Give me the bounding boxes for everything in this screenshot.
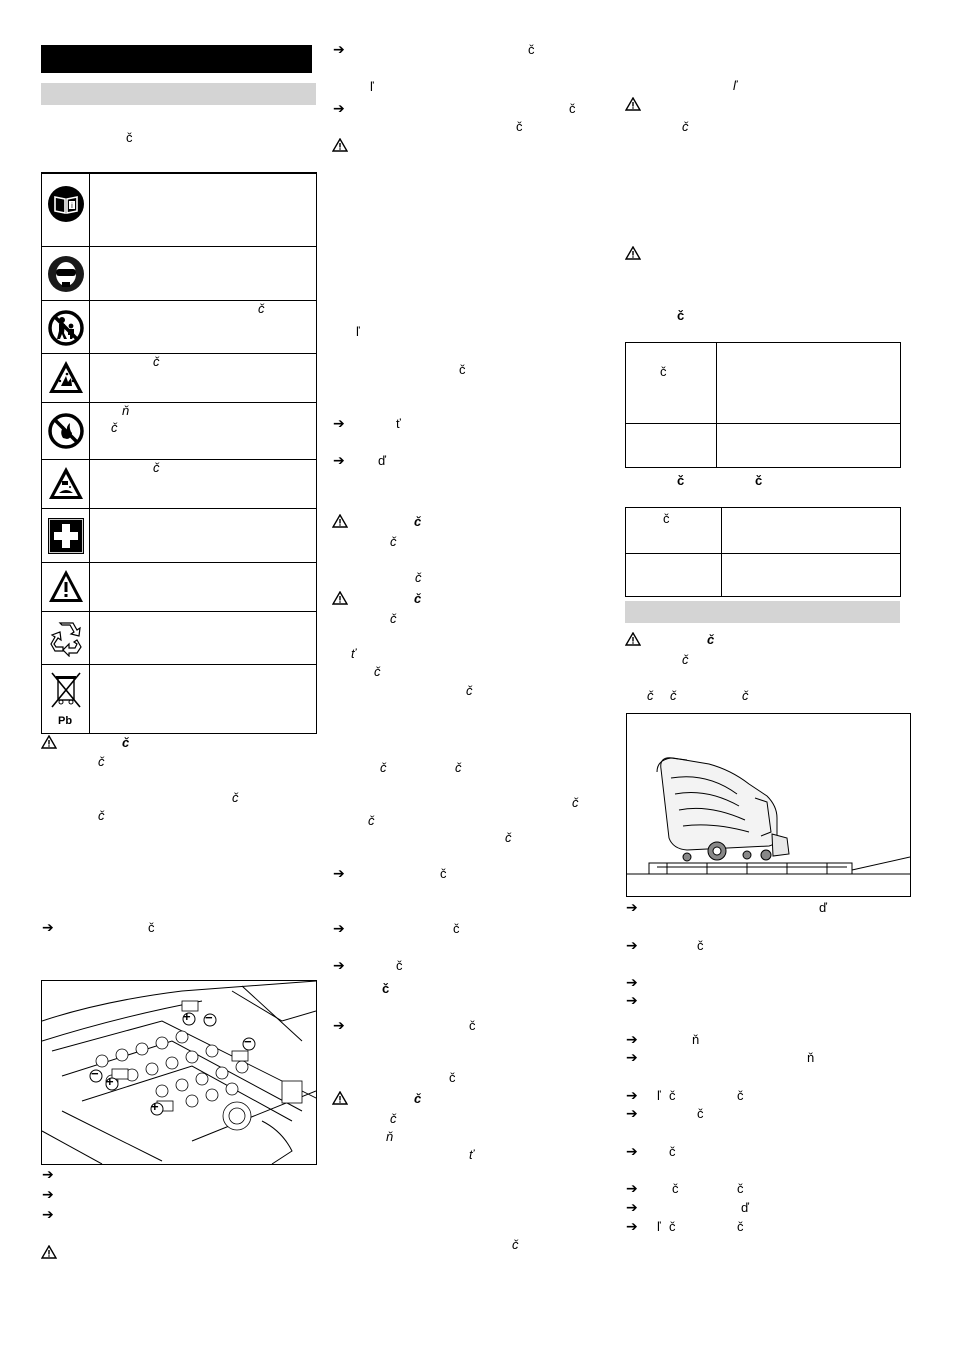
text-fragment: č <box>390 534 397 549</box>
text-fragment: č <box>98 808 105 823</box>
specification-table <box>625 342 901 468</box>
text-fragment: č <box>415 570 422 585</box>
text-fragment: ť <box>469 1147 474 1162</box>
text-fragment: č <box>647 688 654 703</box>
text-fragment: č <box>697 1106 704 1121</box>
text-fragment: č <box>707 632 715 647</box>
table-row <box>42 300 316 354</box>
arrow-bullet: ➔ <box>42 1166 54 1182</box>
text-fragment: č <box>742 688 749 703</box>
warning-icon <box>332 138 348 152</box>
explosion-hazard-icon <box>47 359 85 397</box>
text-fragment: ď <box>741 1200 749 1215</box>
text-fragment: č <box>455 760 462 775</box>
arrow-bullet: ➔ <box>626 992 638 1008</box>
text-fragment: č <box>453 921 460 936</box>
text-fragment: č <box>380 760 387 775</box>
arrow-bullet: ➔ <box>333 957 345 973</box>
specification-table <box>625 507 901 597</box>
section-heading-bar <box>625 601 900 623</box>
arrow-bullet: ➔ <box>626 937 638 953</box>
text-fragment: č <box>374 664 381 679</box>
general-warning-icon <box>47 568 85 606</box>
text-fragment: č <box>663 511 670 526</box>
table-row <box>42 173 316 247</box>
text-fragment: č <box>669 1219 676 1234</box>
recycling-icon <box>47 619 85 657</box>
battery-illustration <box>42 981 316 1164</box>
text-fragment: č <box>682 652 689 667</box>
text-fragment: č <box>737 1219 744 1234</box>
arrow-bullet: ➔ <box>626 1031 638 1047</box>
text-fragment: č <box>672 1181 679 1196</box>
text-fragment: č <box>737 1181 744 1196</box>
text-fragment: č <box>414 591 422 606</box>
text-fragment: ť <box>351 646 356 661</box>
table-row <box>42 562 316 612</box>
text-fragment: č <box>572 795 579 810</box>
text-fragment: č <box>660 364 667 379</box>
text-fragment: č <box>516 119 523 134</box>
text-fragment: ľ <box>370 79 374 94</box>
arrow-bullet: ➔ <box>626 1049 638 1065</box>
warning-icon <box>41 1245 57 1259</box>
text-fragment: ľ <box>657 1219 661 1234</box>
text-fragment: č <box>122 735 130 750</box>
warning-icon <box>41 735 57 749</box>
acid-burn-hazard-icon <box>47 465 85 503</box>
arrow-bullet: ➔ <box>626 1143 638 1159</box>
manual-info-icon <box>47 185 85 223</box>
arrow-bullet: ➔ <box>42 919 54 935</box>
text-fragment: č <box>466 683 473 698</box>
text-fragment: č <box>669 1088 676 1103</box>
table-row <box>42 246 316 301</box>
table-row <box>42 353 316 403</box>
first-aid-icon <box>47 517 85 555</box>
scrubber-drier-illustration <box>627 714 910 896</box>
arrow-bullet: ➔ <box>626 1105 638 1121</box>
pb-label: Pb <box>58 715 73 727</box>
warning-icon <box>625 246 641 260</box>
text-fragment: ď <box>378 453 386 468</box>
text-fragment: č <box>368 813 375 828</box>
arrow-bullet: ➔ <box>333 865 345 881</box>
text-fragment: č <box>459 362 466 377</box>
text-fragment: č <box>669 1144 676 1159</box>
text-fragment: č <box>670 688 677 703</box>
text-fragment: č <box>390 611 397 626</box>
text-fragment: č <box>697 938 704 953</box>
table-row <box>42 664 316 733</box>
warning-icon <box>332 591 348 605</box>
warning-icon <box>332 514 348 528</box>
arrow-bullet: ➔ <box>626 899 638 915</box>
arrow-bullet: ➔ <box>626 1199 638 1215</box>
polarity-minus: − <box>244 1034 252 1049</box>
keep-children-away-icon <box>47 309 85 347</box>
table-row <box>42 402 316 460</box>
text-fragment: č <box>126 130 133 145</box>
text-fragment: č <box>111 420 118 435</box>
text-fragment: č <box>232 790 239 805</box>
machine-on-pallet-illustration <box>626 713 911 897</box>
arrow-bullet: ➔ <box>333 41 345 57</box>
warning-icon <box>332 1091 348 1105</box>
table-row <box>42 459 316 509</box>
no-fire-no-smoking-icon <box>47 412 85 450</box>
text-fragment: č <box>677 473 685 488</box>
text-fragment: č <box>148 920 155 935</box>
table-row <box>42 611 316 665</box>
section-heading-bar <box>41 83 316 105</box>
arrow-bullet: ➔ <box>333 1017 345 1033</box>
text-fragment: č <box>153 460 160 475</box>
arrow-bullet: ➔ <box>42 1206 54 1222</box>
polarity-minus: − <box>205 1010 213 1025</box>
text-fragment: ľ <box>356 324 360 339</box>
svg-text:i: i <box>71 202 73 210</box>
arrow-bullet: ➔ <box>333 452 345 468</box>
text-fragment: ň <box>807 1050 815 1065</box>
text-fragment: ň <box>692 1032 700 1047</box>
text-fragment: č <box>440 866 447 881</box>
text-fragment: ň <box>122 403 130 418</box>
battery-compartment-photo <box>41 980 317 1165</box>
text-fragment: č <box>682 119 689 134</box>
arrow-bullet: ➔ <box>626 1218 638 1234</box>
text-fragment: č <box>258 301 265 316</box>
text-fragment: č <box>414 514 422 529</box>
polarity-plus: + <box>183 1009 191 1024</box>
table-divider <box>721 508 722 596</box>
polarity-minus: − <box>91 1066 99 1081</box>
table-divider <box>626 423 900 424</box>
arrow-bullet: ➔ <box>626 1180 638 1196</box>
text-fragment: č <box>677 308 685 323</box>
text-fragment: ľ <box>657 1088 661 1103</box>
text-fragment: č <box>569 101 576 116</box>
text-fragment: č <box>414 1091 422 1106</box>
table-divider <box>626 553 900 554</box>
text-fragment: č <box>737 1088 744 1103</box>
text-fragment: č <box>505 830 512 845</box>
warning-icon <box>625 632 641 646</box>
table-divider <box>716 343 717 467</box>
text-fragment: č <box>382 981 390 996</box>
text-fragment: č <box>528 42 535 57</box>
text-fragment: č <box>153 354 160 369</box>
text-fragment: č <box>396 958 403 973</box>
text-fragment: ť <box>396 416 401 431</box>
arrow-bullet: ➔ <box>626 1087 638 1103</box>
safety-symbols-table <box>41 172 317 734</box>
table-row <box>42 508 316 563</box>
polarity-plus: + <box>151 1099 159 1114</box>
arrow-bullet: ➔ <box>42 1186 54 1202</box>
text-fragment: č <box>98 754 105 769</box>
chapter-heading-bar <box>41 45 312 73</box>
text-fragment: č <box>755 473 763 488</box>
eye-protection-icon <box>47 255 85 293</box>
text-fragment: č <box>390 1111 397 1126</box>
text-fragment: č <box>469 1018 476 1033</box>
text-fragment: č <box>512 1237 519 1252</box>
text-fragment: č <box>449 1070 456 1085</box>
arrow-bullet: ➔ <box>333 100 345 116</box>
text-fragment: ď <box>819 900 827 915</box>
warning-icon <box>625 97 641 111</box>
arrow-bullet: ➔ <box>333 920 345 936</box>
arrow-bullet: ➔ <box>626 974 638 990</box>
text-fragment: ľ <box>733 78 737 93</box>
arrow-bullet: ➔ <box>333 415 345 431</box>
text-fragment: ň <box>386 1129 394 1144</box>
polarity-plus: + <box>106 1074 114 1089</box>
